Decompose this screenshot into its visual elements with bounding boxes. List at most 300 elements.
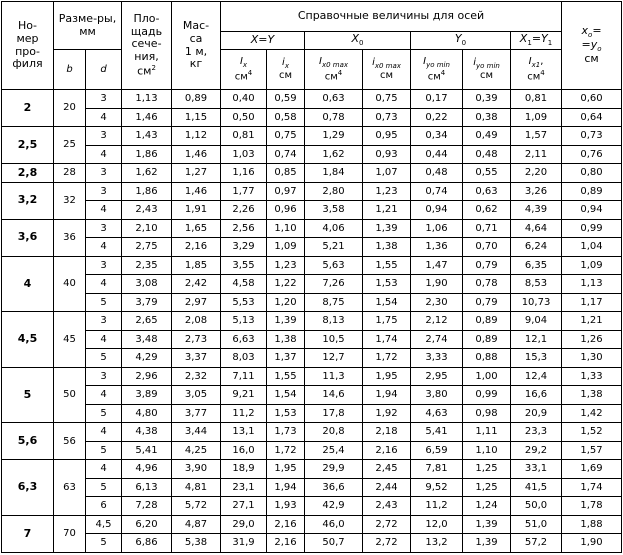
table-cell: 6,63 [221, 330, 267, 349]
table-cell: 6,24 [511, 238, 562, 257]
table-cell: 1,27 [172, 164, 221, 183]
table-cell: 1,53 [363, 275, 411, 294]
table-row [2, 90, 622, 109]
table-cell: 6,59 [411, 441, 463, 460]
table-cell: 1,21 [363, 201, 411, 220]
table-row [2, 201, 622, 220]
table-cell: 23,3 [511, 423, 562, 442]
table-row [2, 312, 622, 331]
table-cell: 2,20 [511, 164, 562, 183]
table-cell: 11,3 [305, 367, 363, 386]
table-cell: 4 [86, 108, 122, 127]
table-cell: 3 [86, 367, 122, 386]
table-header [2, 2, 622, 90]
table-cell: 1,20 [267, 293, 305, 312]
table-row [2, 386, 622, 405]
table-cell: 1,95 [363, 367, 411, 386]
table-row [2, 145, 622, 164]
table-cell: 0,22 [411, 108, 463, 127]
table-cell: 3 [86, 256, 122, 275]
table-cell: 57,2 [511, 534, 562, 553]
table-row [2, 108, 622, 127]
table-cell: 0,75 [363, 90, 411, 109]
table-row [2, 293, 622, 312]
table-cell: 1,88 [562, 515, 622, 534]
table-cell: 5,21 [305, 238, 363, 257]
table-cell: 0,63 [463, 182, 511, 201]
table-cell: 1,95 [267, 460, 305, 479]
profile-number-cell: 5 [2, 367, 54, 423]
table-cell: 2,26 [221, 201, 267, 220]
header-rx: $i_x$ см [267, 50, 305, 90]
table-cell: 0,89 [562, 182, 622, 201]
table-cell: 0,40 [221, 90, 267, 109]
table-row [2, 164, 622, 183]
table-cell: 0,49 [463, 127, 511, 146]
table-cell: 0,48 [411, 164, 463, 183]
table-cell: 42,9 [305, 497, 363, 516]
table-cell: 11,2 [221, 404, 267, 423]
profile-b-cell: 63 [54, 460, 86, 516]
table-cell: 1,62 [305, 145, 363, 164]
header-reference: Справочные величины для осей [221, 2, 562, 32]
table-cell: 0,79 [463, 293, 511, 312]
table-cell: 3 [86, 182, 122, 201]
table-cell: 2,95 [411, 367, 463, 386]
table-cell: 18,9 [221, 460, 267, 479]
table-cell: 51,0 [511, 515, 562, 534]
table-cell: 1,62 [122, 164, 172, 183]
header-axis-x1y1: $X_1=Y_1$ [511, 32, 562, 50]
table-cell: 0,17 [411, 90, 463, 109]
table-cell: 0,48 [463, 145, 511, 164]
table-cell: 31,9 [221, 534, 267, 553]
table-cell: 1,94 [267, 478, 305, 497]
table-cell: 1,73 [267, 423, 305, 442]
table-cell: 0,73 [363, 108, 411, 127]
table-cell: 1,86 [122, 145, 172, 164]
table-cell: 0,99 [463, 386, 511, 405]
table-cell: 3 [86, 164, 122, 183]
table-row [2, 275, 622, 294]
table-cell: 2,10 [122, 219, 172, 238]
table-cell: 2,08 [172, 312, 221, 331]
table-cell: 0,99 [562, 219, 622, 238]
table-cell: 4,81 [172, 478, 221, 497]
table-cell: 1,46 [172, 182, 221, 201]
table-cell: 14,6 [305, 386, 363, 405]
header-ix1: $I_{x1}$, $см^4$ [511, 50, 562, 90]
table-cell: 1,53 [267, 404, 305, 423]
table-row [2, 460, 622, 479]
table-cell: 1,29 [305, 127, 363, 146]
profile-number-cell: 3,2 [2, 182, 54, 219]
table-cell: 2,65 [122, 312, 172, 331]
table-cell: 1,43 [122, 127, 172, 146]
table-row [2, 441, 622, 460]
profile-number-cell: 4 [2, 256, 54, 312]
table-cell: 4,25 [172, 441, 221, 460]
table-row [2, 478, 622, 497]
table-cell: 7,11 [221, 367, 267, 386]
table-cell: 2,56 [221, 219, 267, 238]
table-cell: 3,89 [122, 386, 172, 405]
table-cell: 2,72 [363, 515, 411, 534]
table-cell: 2,43 [363, 497, 411, 516]
profile-b-cell: 25 [54, 127, 86, 164]
table-cell: 4,64 [511, 219, 562, 238]
table-cell: 1,11 [463, 423, 511, 442]
table-cell: 7,28 [122, 497, 172, 516]
table-cell: 4 [86, 386, 122, 405]
table-cell: 0,81 [221, 127, 267, 146]
table-cell: 0,38 [463, 108, 511, 127]
table-cell: 1,16 [221, 164, 267, 183]
table-cell: 29,9 [305, 460, 363, 479]
table-cell: 29,0 [221, 515, 267, 534]
table-cell: 12,0 [411, 515, 463, 534]
table-cell: 4 [86, 201, 122, 220]
table-cell: 4 [86, 145, 122, 164]
table-cell: 2,16 [267, 534, 305, 553]
table-cell: 27,1 [221, 497, 267, 516]
profile-b-cell: 50 [54, 367, 86, 423]
table-cell: 1,91 [172, 201, 221, 220]
table-cell: 3,58 [305, 201, 363, 220]
table-cell: 2,72 [363, 534, 411, 553]
table-cell: 6,35 [511, 256, 562, 275]
table-cell: 1,22 [267, 275, 305, 294]
table-cell: 6,20 [122, 515, 172, 534]
table-cell: 1,30 [562, 349, 622, 368]
table-cell: 16,0 [221, 441, 267, 460]
table-cell: 1,55 [267, 367, 305, 386]
table-cell: 1,69 [562, 460, 622, 479]
angle-profile-table [1, 1, 622, 553]
table-cell: 4,87 [172, 515, 221, 534]
table-cell: 1,13 [562, 275, 622, 294]
table-cell: 1,07 [363, 164, 411, 183]
table-cell: 1,23 [363, 182, 411, 201]
table-cell: 5,41 [411, 423, 463, 442]
table-cell: 1,65 [172, 219, 221, 238]
table-cell: 8,03 [221, 349, 267, 368]
table-cell: 0,76 [562, 145, 622, 164]
table-cell: 2,35 [122, 256, 172, 275]
table-cell: 1,25 [463, 478, 511, 497]
table-cell: 0,81 [511, 90, 562, 109]
table-cell: 1,47 [411, 256, 463, 275]
table-cell: 1,33 [562, 367, 622, 386]
table-cell: 0,96 [267, 201, 305, 220]
table-cell: 3,26 [511, 182, 562, 201]
table-cell: 12,4 [511, 367, 562, 386]
table-cell: 3,55 [221, 256, 267, 275]
table-cell: 0,88 [463, 349, 511, 368]
table-cell: 1,26 [562, 330, 622, 349]
table-cell: 13,2 [411, 534, 463, 553]
table-cell: 5,41 [122, 441, 172, 460]
profile-number-cell: 6,3 [2, 460, 54, 516]
table-cell: 5,72 [172, 497, 221, 516]
table-cell: 0,39 [463, 90, 511, 109]
table-cell: 5 [86, 349, 122, 368]
table-cell: 4 [86, 330, 122, 349]
table-cell: 12,1 [511, 330, 562, 349]
header-d: d [86, 50, 122, 90]
table-cell: 3 [86, 90, 122, 109]
table-cell: 0,98 [463, 404, 511, 423]
header-ix0max: $I_{x0 max}$ $см^4$ [305, 50, 363, 90]
table-cell: 1,39 [363, 219, 411, 238]
table-cell: 3,37 [172, 349, 221, 368]
table-cell: 3 [86, 219, 122, 238]
table-cell: 1,78 [562, 497, 622, 516]
table-cell: 2,73 [172, 330, 221, 349]
table-cell: 8,53 [511, 275, 562, 294]
profile-number-cell: 2,8 [2, 164, 54, 183]
header-ix: $I_x$ $см^4$ [221, 50, 267, 90]
table-cell: 5 [86, 534, 122, 553]
table-cell: 23,1 [221, 478, 267, 497]
table-cell: 3,77 [172, 404, 221, 423]
header-axis-x0: $X_0$ [305, 32, 411, 50]
table-cell: 0,89 [463, 330, 511, 349]
table-cell: 0,94 [411, 201, 463, 220]
table-cell: 1,21 [562, 312, 622, 331]
table-cell: 1,52 [562, 423, 622, 442]
profile-number-cell: 5,6 [2, 423, 54, 460]
table-row [2, 515, 622, 534]
profile-b-cell: 36 [54, 219, 86, 256]
table-cell: 1,09 [511, 108, 562, 127]
table-cell: 2,32 [172, 367, 221, 386]
table-cell: 0,75 [267, 127, 305, 146]
table-cell: 0,85 [267, 164, 305, 183]
table-cell: 1,06 [411, 219, 463, 238]
table-cell: 3,05 [172, 386, 221, 405]
table-cell: 7,81 [411, 460, 463, 479]
table-cell: 0,78 [305, 108, 363, 127]
profile-number-cell: 3,6 [2, 219, 54, 256]
table-cell: 1,75 [363, 312, 411, 331]
table-cell: 1,12 [172, 127, 221, 146]
table-cell: 1,04 [562, 238, 622, 257]
table-cell: 0,93 [363, 145, 411, 164]
table-cell: 2,43 [122, 201, 172, 220]
table-cell: 2,45 [363, 460, 411, 479]
table-cell: 12,7 [305, 349, 363, 368]
profile-number-cell: 2 [2, 90, 54, 127]
table-cell: 1,86 [122, 182, 172, 201]
table-cell: 0,89 [463, 312, 511, 331]
table-cell: 1,10 [463, 441, 511, 460]
table-cell: 1,55 [363, 256, 411, 275]
table-row [2, 219, 622, 238]
table-row [2, 182, 622, 201]
table-cell: 20,8 [305, 423, 363, 442]
profile-number-cell: 4,5 [2, 312, 54, 368]
table-cell: 16,6 [511, 386, 562, 405]
profile-b-cell: 20 [54, 90, 86, 127]
table-cell: 1,92 [363, 404, 411, 423]
header-area: Пло- щадь сече- ния, $см^2$ [122, 2, 172, 90]
table-cell: 1,54 [267, 386, 305, 405]
table-cell: 1,10 [267, 219, 305, 238]
table-cell: 2,44 [363, 478, 411, 497]
table-cell: 36,6 [305, 478, 363, 497]
table-cell: 1,13 [122, 90, 172, 109]
table-cell: 0,74 [267, 145, 305, 164]
table-cell: 1,46 [172, 145, 221, 164]
table-cell: 0,95 [363, 127, 411, 146]
table-cell: 1,15 [172, 108, 221, 127]
header-axis-xy: X=Y [221, 32, 305, 50]
table-cell: 4,39 [511, 201, 562, 220]
table-cell: 1,72 [267, 441, 305, 460]
table-cell: 4,06 [305, 219, 363, 238]
table-cell: 3 [86, 127, 122, 146]
table-cell: 9,04 [511, 312, 562, 331]
table-row [2, 330, 622, 349]
table-cell: 0,62 [463, 201, 511, 220]
table-cell: 1,77 [221, 182, 267, 201]
table-cell: 6,13 [122, 478, 172, 497]
table-cell: 3,44 [172, 423, 221, 442]
header-sizes: Разме-ры, мм [54, 2, 122, 50]
table-cell: 4 [86, 275, 122, 294]
table-cell: 3,48 [122, 330, 172, 349]
table-cell: 1,00 [463, 367, 511, 386]
table-cell: 0,89 [172, 90, 221, 109]
table-cell: 3 [86, 312, 122, 331]
header-x0: $x_o=$ $=y_o$ см [562, 2, 622, 90]
table-cell: 1,09 [267, 238, 305, 257]
table-cell: 9,52 [411, 478, 463, 497]
table-cell: 2,96 [122, 367, 172, 386]
table-cell: 5 [86, 293, 122, 312]
table-row [2, 256, 622, 275]
table-row [2, 367, 622, 386]
table-cell: 50,7 [305, 534, 363, 553]
table-cell: 1,72 [363, 349, 411, 368]
table-cell: 0,44 [411, 145, 463, 164]
table-cell: 50,0 [511, 497, 562, 516]
table-cell: 0,73 [562, 127, 622, 146]
table-cell: 3,08 [122, 275, 172, 294]
table-cell: 1,39 [463, 515, 511, 534]
header-mass: Мас- са 1 м, кг [172, 2, 221, 90]
table-cell: 0,60 [562, 90, 622, 109]
table-cell: 1,38 [363, 238, 411, 257]
table-cell: 1,23 [267, 256, 305, 275]
table-cell: 4 [86, 460, 122, 479]
table-cell: 7,26 [305, 275, 363, 294]
table-cell: 1,39 [267, 312, 305, 331]
table-cell: 5,13 [221, 312, 267, 331]
table-cell: 3,90 [172, 460, 221, 479]
table-cell: 3,33 [411, 349, 463, 368]
table-cell: 9,21 [221, 386, 267, 405]
profile-b-cell: 32 [54, 182, 86, 219]
table-cell: 0,94 [562, 201, 622, 220]
table-cell: 1,57 [562, 441, 622, 460]
table-body [2, 90, 622, 553]
profile-b-cell: 28 [54, 164, 86, 183]
table-cell: 4,58 [221, 275, 267, 294]
table-cell: 5,53 [221, 293, 267, 312]
table-cell: 3,80 [411, 386, 463, 405]
table-cell: 2,97 [172, 293, 221, 312]
table-cell: 4,29 [122, 349, 172, 368]
table-cell: 1,24 [463, 497, 511, 516]
table-row [2, 534, 622, 553]
table-cell: 1,90 [562, 534, 622, 553]
table-cell: 1,17 [562, 293, 622, 312]
table-cell: 0,63 [305, 90, 363, 109]
table-cell: 1,46 [122, 108, 172, 127]
table-cell: 41,5 [511, 478, 562, 497]
table-cell: 0,34 [411, 127, 463, 146]
table-cell: 11,2 [411, 497, 463, 516]
table-cell: 0,74 [411, 182, 463, 201]
table-cell: 0,50 [221, 108, 267, 127]
table-cell: 8,75 [305, 293, 363, 312]
table-cell: 2,12 [411, 312, 463, 331]
table-cell: 2,75 [122, 238, 172, 257]
table-cell: 1,54 [363, 293, 411, 312]
table-cell: 29,2 [511, 441, 562, 460]
table-row [2, 349, 622, 368]
table-cell: 1,90 [411, 275, 463, 294]
table-cell: 2,16 [363, 441, 411, 460]
table-cell: 3,79 [122, 293, 172, 312]
table-cell: 2,74 [411, 330, 463, 349]
table-cell: 0,55 [463, 164, 511, 183]
header-iy0min: $I_{yo min}$ $см^4$ [411, 50, 463, 90]
table-cell: 2,16 [172, 238, 221, 257]
table-cell: 4,5 [86, 515, 122, 534]
table-cell: 5 [86, 404, 122, 423]
table-cell: 3,29 [221, 238, 267, 257]
table-cell: 10,5 [305, 330, 363, 349]
profile-b-cell: 70 [54, 515, 86, 552]
table-cell: 4,63 [411, 404, 463, 423]
table-cell: 1,38 [562, 386, 622, 405]
header-rx0max: $i_{x0 max}$ см [363, 50, 411, 90]
profile-b-cell: 45 [54, 312, 86, 368]
header-ry0min: $i_{yo min}$ см [463, 50, 511, 90]
table-cell: 1,57 [511, 127, 562, 146]
table-cell: 5 [86, 441, 122, 460]
profile-b-cell: 40 [54, 256, 86, 312]
header-b: b [54, 50, 86, 90]
table-cell: 1,84 [305, 164, 363, 183]
table-cell: 4,96 [122, 460, 172, 479]
table-row [2, 127, 622, 146]
table-cell: 4,80 [122, 404, 172, 423]
table-cell: 8,13 [305, 312, 363, 331]
table-cell: 2,11 [511, 145, 562, 164]
table-cell: 6,86 [122, 534, 172, 553]
table-cell: 5,63 [305, 256, 363, 275]
table-cell: 33,1 [511, 460, 562, 479]
table-cell: 5 [86, 478, 122, 497]
table-cell: 1,38 [267, 330, 305, 349]
table-cell: 20,9 [511, 404, 562, 423]
table-cell: 1,74 [562, 478, 622, 497]
table-cell: 6 [86, 497, 122, 516]
